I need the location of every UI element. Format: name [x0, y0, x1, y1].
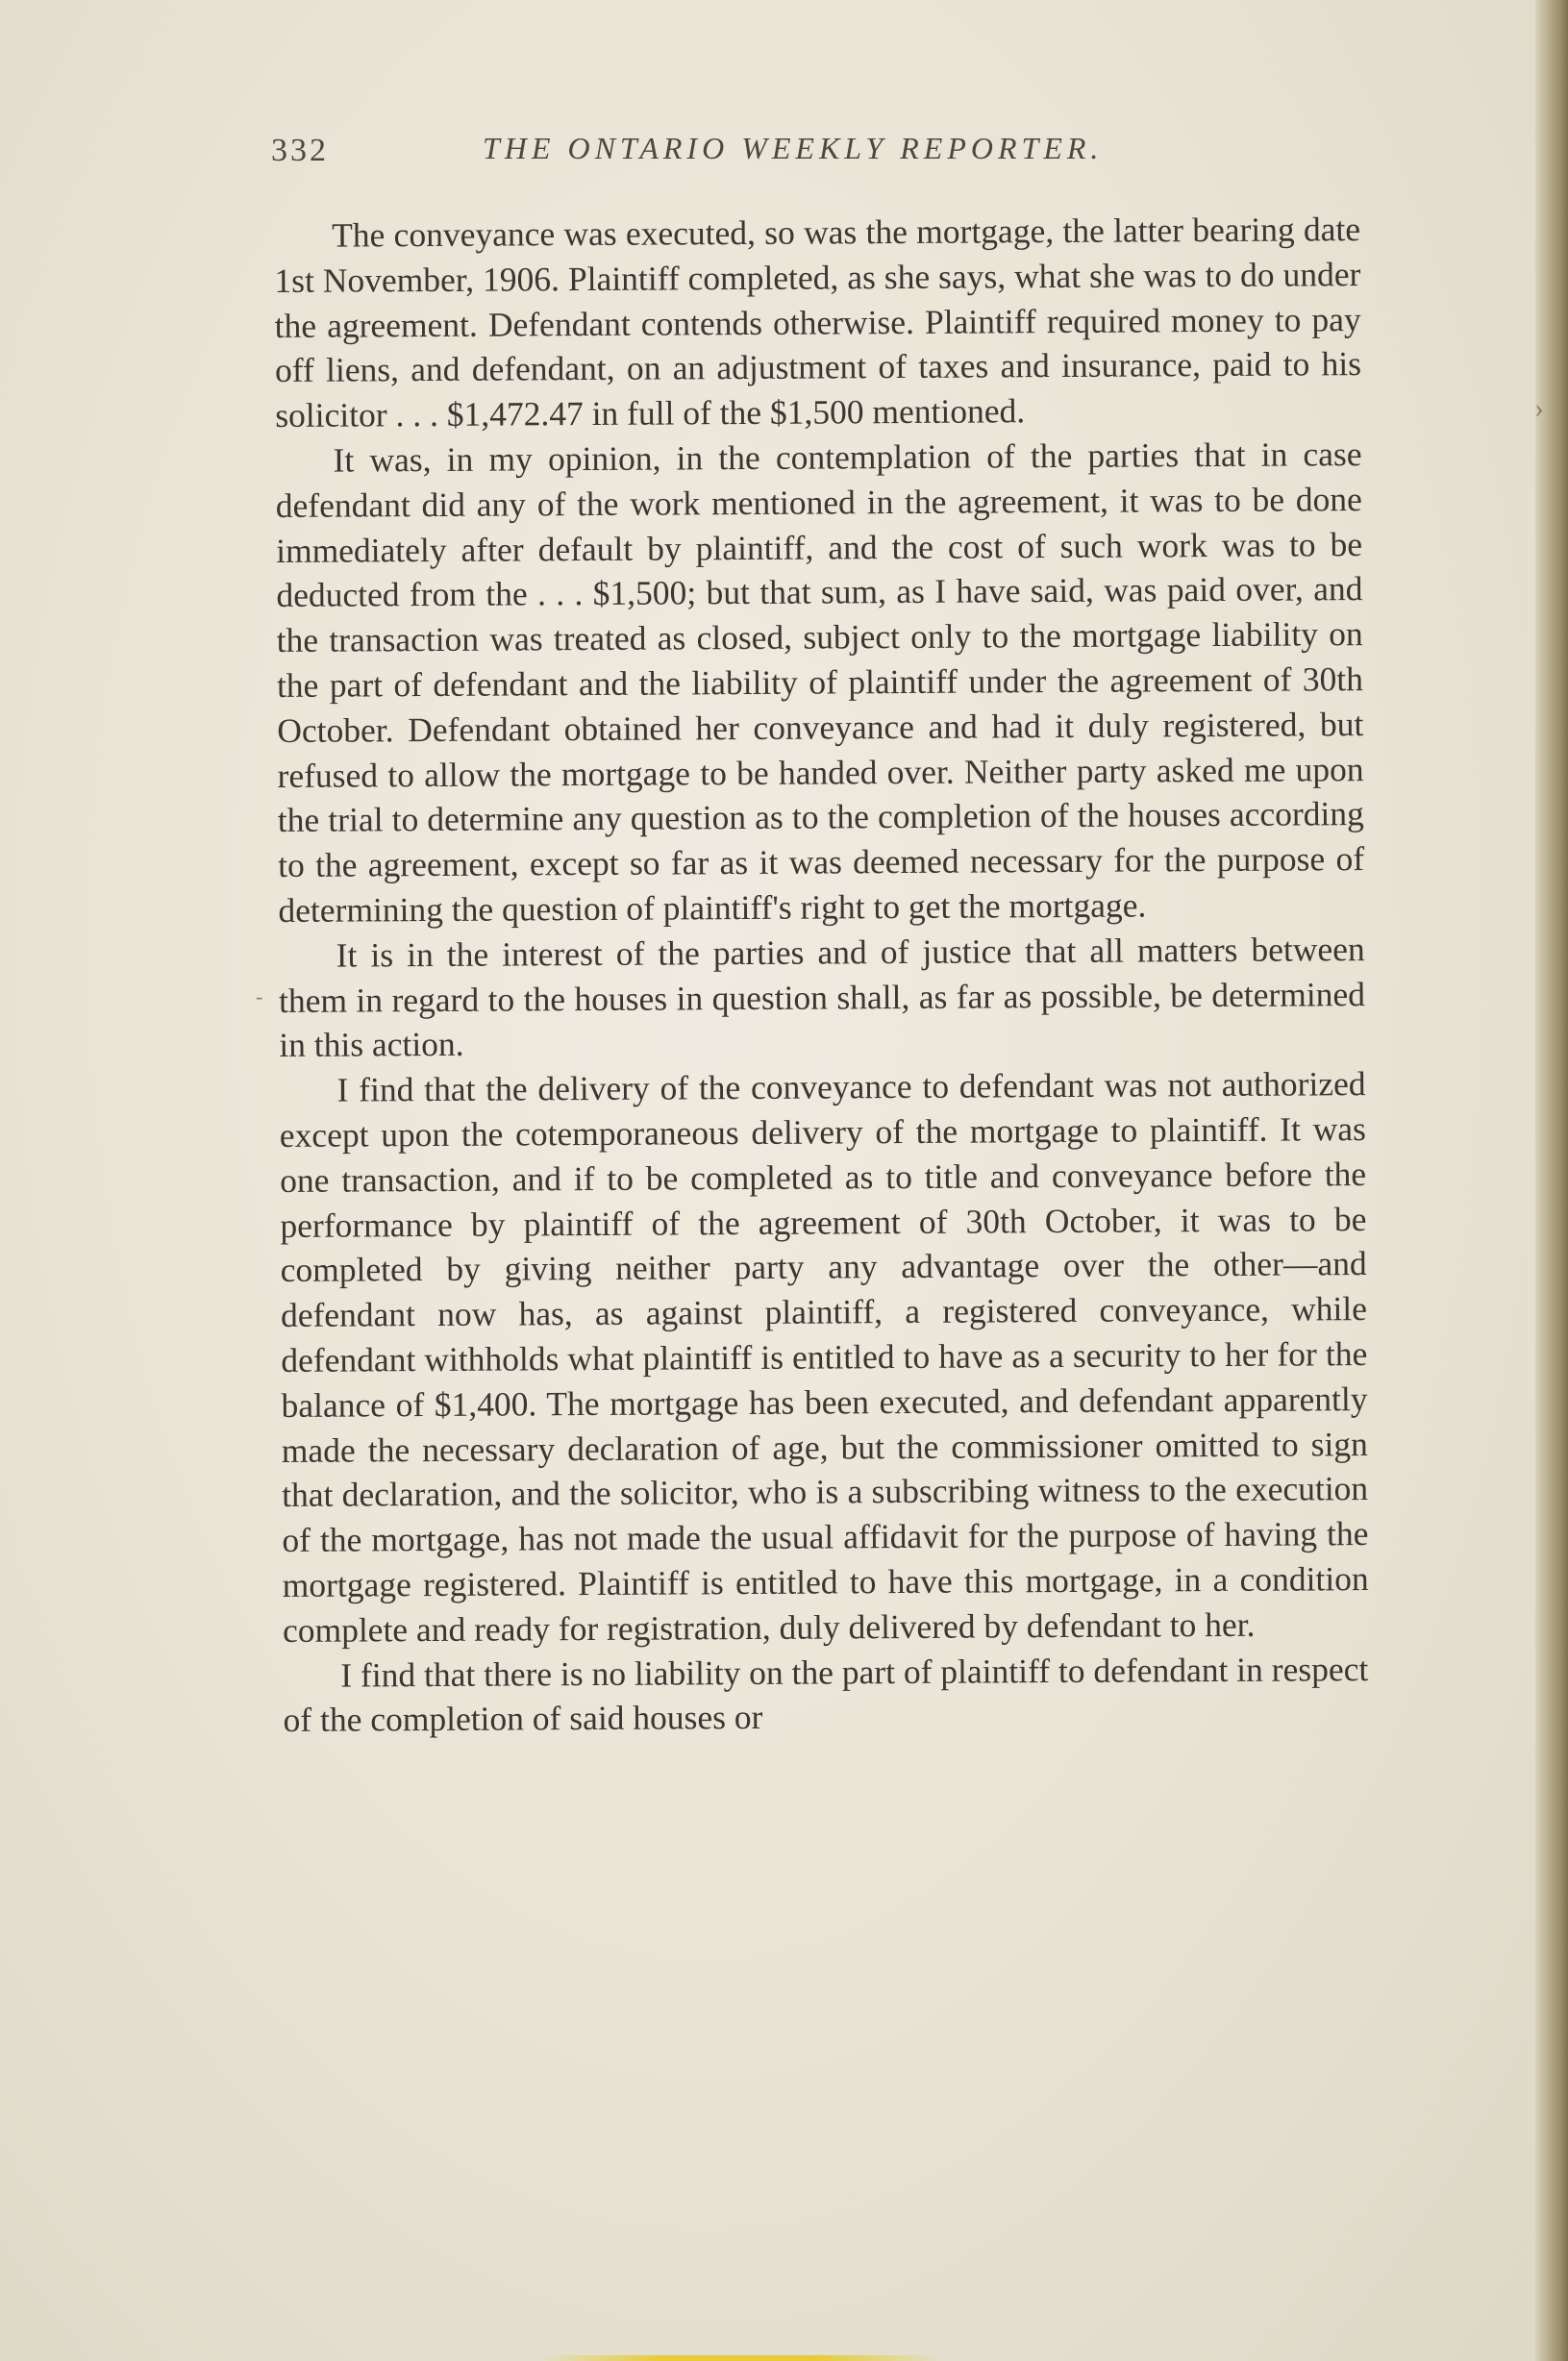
- paragraph: It was, in my opinion, in the contemplation of the parties that in case defendant did any of the work mentioned in the agreement, it was to be done immediately after default by plaintiff, and the cost of such work was to be deducted from the . . . $1,500; but that sum, as I have said, was paid over, and the transaction was treated as closed, subject only to the mortgage liability on the part of defendant and the liability of plaintiff under the agreement of 30th October. Defendant obtained her conveyance and had it duly registered, but refused to allow the mortgage to be handed over. Neither party asked me upon the trial to determine any question as to the completion of the houses according to the agreement, except so far as it was deemed necessary for the purpose of determining the question of plaintiff's right to get the mortgage.: [275, 435, 1365, 930]
- book-spine-edge: [1535, 0, 1568, 2361]
- body-text: [274, 207, 1370, 1743]
- paragraph: I find that the delivery of the conveyance to defendant was not authorized except upon the cotemporaneous delivery of the mortgage to plaintiff. It was one transaction, and if to be completed as to title and conveyance before the performance by plaintiff of the agreement of 30th October, it was to be completed by giving neither party any advantage over the other—and defendant now has, as against plaintiff, a registered conveyance, while defendant withholds what plaintiff is entitled to have as a security to her for the balance of $1,400. The mortgage has been executed, and defendant apparently made the necessary declaration of age, but the commissioner omitted to sign that declaration, and the solicitor, who is a subscribing witness to the execution of the mortgage, has not made the usual affidavit for the purpose of having the mortgage registered. Plaintiff is entitled to have this mortgage, in a condition complete and ready for registration, duly delivered by defendant to her.: [279, 1064, 1369, 1650]
- margin-mark: ›: [1534, 392, 1544, 424]
- paragraph: I find that there is no liability on the part of plaintiff to defendant in respect of the completion of said houses or: [283, 1649, 1369, 1740]
- page-header: [271, 123, 1367, 181]
- paragraph: It is in the interest of the parties and of justice that all matters between them in regard to the houses in question shall, as far as possible, be determined in this action.: [278, 929, 1366, 1065]
- paragraph: The conveyance was executed, so was the mortgage, the latter bearing date 1st November, 1906. Plaintiff completed, as she says, what she was to do under the agreement. Defendant contends otherwise. Plaintiff required money to pay off liens, and defendant, on an adjustment of taxes and insurance, paid to his solicitor . . . $1,472.47 in full of the $1,500 mentioned.: [274, 210, 1362, 435]
- margin-mark: -: [256, 984, 263, 1008]
- page-number: 332: [271, 133, 329, 168]
- running-head: THE ONTARIO WEEKLY REPORTER.: [483, 131, 1104, 165]
- page-bottom-edge: [538, 2355, 942, 2361]
